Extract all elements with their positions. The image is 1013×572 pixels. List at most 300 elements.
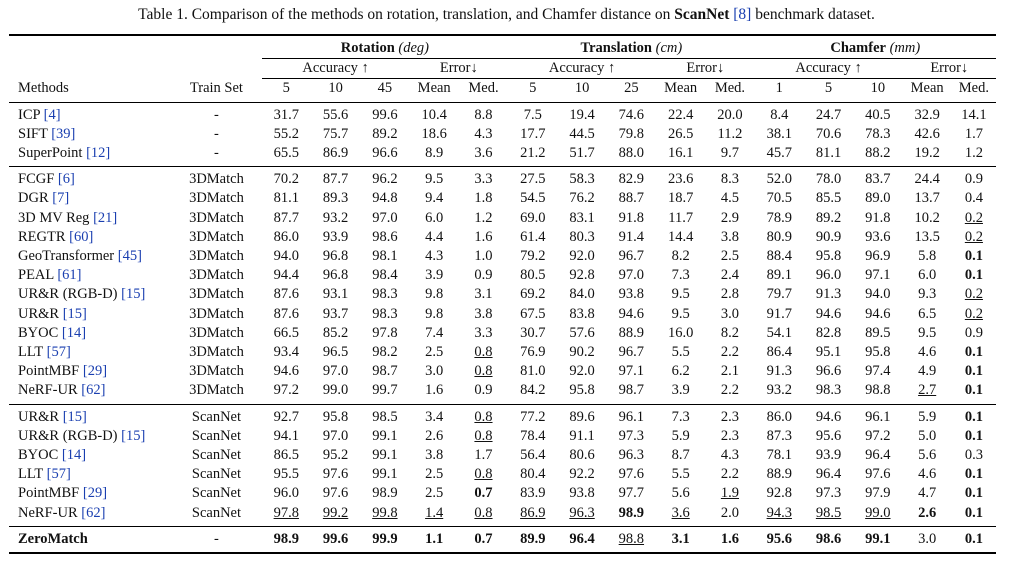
- method-name: FCGF [6]: [9, 167, 171, 190]
- value-cell: 18.7: [667, 190, 694, 207]
- value-cell: 95.8: [569, 382, 595, 399]
- value-cell: 92.2: [569, 466, 595, 483]
- value-cell: 32.9: [903, 102, 952, 125]
- train-set: -: [171, 526, 261, 553]
- value-cell: 79.8: [618, 125, 645, 142]
- value-cell: 83.1: [569, 209, 595, 226]
- value-cell: 4.6: [918, 344, 937, 361]
- value-cell: 99.1: [372, 427, 398, 444]
- citation-link[interactable]: [14]: [61, 324, 87, 341]
- value-cell: 89.5: [865, 324, 891, 341]
- train-set: ScanNet: [191, 485, 242, 502]
- value-cell: 98.9: [262, 526, 311, 553]
- value-cell: 97.2: [865, 427, 891, 444]
- value-cell: 3.0: [903, 526, 952, 553]
- value-cell: 2.8: [720, 286, 740, 303]
- value-cell: 0.1: [964, 267, 983, 284]
- value-cell: 4.3: [720, 447, 740, 464]
- header-row-columns: [9, 79, 996, 102]
- value-cell: 1.2: [964, 145, 983, 162]
- value-cell: 96.4: [815, 466, 842, 483]
- value-cell: 3.6: [671, 504, 690, 521]
- value-cell: 8.2: [720, 324, 740, 341]
- value-cell: 2.3: [720, 427, 740, 444]
- value-cell: 80.5: [520, 267, 546, 284]
- value-cell: 97.7: [618, 485, 645, 502]
- value-cell: 89.1: [766, 267, 792, 284]
- value-cell: 91.1: [569, 427, 595, 444]
- value-cell: 94.6: [618, 305, 645, 322]
- value-cell: 20.0: [705, 102, 754, 125]
- value-cell: 0.1: [964, 427, 983, 444]
- value-cell: 95.6: [755, 526, 804, 553]
- table-row: [9, 526, 996, 553]
- value-cell: 0.8: [474, 466, 493, 483]
- value-cell: 97.3: [815, 485, 842, 502]
- value-cell: 98.9: [618, 504, 645, 521]
- value-cell: 3.8: [720, 228, 740, 245]
- value-cell: 98.4: [372, 267, 398, 284]
- table-row: [9, 362, 996, 381]
- value-cell: 0.8: [474, 363, 493, 380]
- method-name: BYOC [14]: [18, 324, 87, 341]
- value-cell: 2.6: [918, 504, 937, 521]
- value-cell: 0.1: [964, 248, 983, 265]
- value-cell: 97.6: [322, 466, 349, 483]
- citation-link[interactable]: [4]: [43, 106, 61, 123]
- value-cell: 96.8: [322, 267, 349, 284]
- train-set: ScanNet: [191, 447, 242, 464]
- value-cell: 6.0: [918, 267, 937, 284]
- train-set: -: [214, 145, 219, 162]
- value-cell: 7.4: [425, 324, 444, 341]
- value-cell: 99.8: [372, 504, 398, 521]
- value-cell: 94.6: [865, 305, 891, 322]
- value-cell: 4.9: [918, 363, 937, 380]
- value-cell: 1.0: [474, 248, 493, 265]
- col-header: Med.: [714, 80, 746, 97]
- value-cell: 82.9: [607, 167, 656, 190]
- value-cell: 96.6: [372, 145, 398, 162]
- col-header: 10: [574, 80, 590, 97]
- method-name: ICP [4]: [9, 102, 171, 125]
- value-cell: 4.6: [918, 466, 937, 483]
- value-cell: 99.2: [322, 504, 349, 521]
- value-cell: 78.3: [865, 125, 891, 142]
- value-cell: 19.4: [557, 102, 606, 125]
- value-cell: 0.8: [474, 427, 493, 444]
- value-cell: 99.1: [853, 526, 902, 553]
- value-cell: 3.1: [474, 286, 493, 303]
- value-cell: 97.8: [273, 504, 299, 521]
- citation-link[interactable]: [15]: [121, 427, 146, 444]
- value-cell: 99.6: [311, 526, 360, 553]
- value-cell: 5.6: [918, 447, 937, 464]
- value-cell: 98.2: [372, 344, 398, 361]
- value-cell: 45.7: [766, 145, 792, 162]
- value-cell: 97.9: [865, 485, 891, 502]
- value-cell: 3.1: [656, 526, 705, 553]
- value-cell: 84.0: [569, 286, 595, 303]
- method-name: UR&R [15]: [18, 305, 87, 322]
- train-set: 3DMatch: [189, 228, 244, 245]
- train-set: 3DMatch: [189, 190, 244, 207]
- value-cell: 96.3: [569, 504, 595, 521]
- citation-link[interactable]: [12]: [86, 145, 111, 162]
- value-cell: 98.6: [804, 526, 853, 553]
- value-cell: 5.5: [671, 466, 690, 483]
- col-header: Mean: [664, 80, 698, 97]
- citation-link[interactable]: [60]: [69, 228, 94, 245]
- method-name: SIFT [39]: [18, 125, 76, 142]
- value-cell: 61.4: [520, 228, 546, 245]
- value-cell: 94.4: [273, 267, 299, 284]
- method-name: BYOC [14]: [18, 447, 87, 464]
- value-cell: 80.6: [569, 447, 595, 464]
- col-header: 10: [870, 80, 886, 97]
- col-header: 5: [282, 80, 290, 97]
- value-cell: 94.0: [865, 286, 891, 303]
- citation-link[interactable]: [57]: [46, 344, 71, 361]
- value-cell: 79.7: [766, 286, 792, 303]
- value-cell: 81.1: [273, 190, 299, 207]
- value-cell: 97.6: [865, 466, 891, 483]
- value-cell: 9.5: [671, 286, 690, 303]
- citation-link[interactable]: [14]: [61, 447, 87, 464]
- value-cell: 80.9: [766, 228, 792, 245]
- value-cell: 93.4: [273, 344, 299, 361]
- value-cell: 93.2: [322, 209, 349, 226]
- value-cell: 94.8: [372, 190, 398, 207]
- value-cell: 96.4: [865, 447, 891, 464]
- trans-accuracy-header: Accuracy ↑: [508, 59, 656, 79]
- train-set: 3DMatch: [189, 209, 244, 226]
- value-cell: 18.6: [421, 125, 447, 142]
- chamfer-header: Chamfer (mm): [755, 35, 996, 59]
- value-cell: 91.7: [766, 305, 792, 322]
- value-cell: 16.0: [667, 324, 694, 341]
- table-caption: [0, 6, 1013, 24]
- caption-cite[interactable]: [8]: [733, 6, 752, 23]
- value-cell: 0.1: [964, 363, 983, 380]
- table-row: [9, 404, 996, 427]
- citation-link[interactable]: [61]: [57, 267, 82, 284]
- value-cell: 0.3: [964, 447, 983, 464]
- results-table: [9, 34, 996, 554]
- table-row: [9, 247, 996, 266]
- value-cell: 8.7: [671, 447, 690, 464]
- value-cell: 98.5: [815, 504, 842, 521]
- value-cell: 99.1: [372, 447, 398, 464]
- value-cell: 93.7: [322, 305, 349, 322]
- value-cell: 5.0: [918, 427, 937, 444]
- rotation-header: Rotation (deg): [262, 35, 508, 59]
- value-cell: 14.1: [952, 102, 996, 125]
- value-cell: 3.0: [720, 305, 740, 322]
- col-header: 25: [624, 80, 639, 97]
- value-cell: 9.5: [918, 324, 937, 341]
- table-row: [9, 228, 996, 247]
- value-cell: 98.5: [360, 404, 409, 427]
- value-cell: 98.8: [607, 526, 656, 553]
- value-cell: 96.5: [322, 344, 349, 361]
- table-row: [9, 324, 996, 343]
- value-cell: 86.9: [520, 504, 546, 521]
- value-cell: 22.4: [656, 102, 705, 125]
- value-cell: 97.6: [618, 466, 645, 483]
- citation-link[interactable]: [15]: [121, 286, 146, 303]
- value-cell: 99.6: [360, 102, 409, 125]
- value-cell: 98.3: [372, 305, 398, 322]
- value-cell: 0.7: [459, 526, 508, 553]
- value-cell: 86.0: [273, 228, 299, 245]
- value-cell: 2.0: [720, 504, 740, 521]
- value-cell: 1.2: [474, 209, 493, 226]
- method-name: UR&R [15]: [9, 404, 171, 427]
- value-cell: 0.8: [474, 504, 493, 521]
- value-cell: 6.0: [425, 209, 444, 226]
- value-cell: 88.7: [618, 190, 645, 207]
- table-row: [9, 102, 996, 125]
- method-name: PointMBF [29]: [18, 485, 108, 502]
- value-cell: 0.1: [964, 382, 983, 399]
- value-cell: 65.5: [273, 145, 299, 162]
- value-cell: 96.7: [618, 344, 645, 361]
- value-cell: 1.1: [410, 526, 459, 553]
- value-cell: 81.1: [815, 145, 842, 162]
- value-cell: 96.0: [815, 267, 842, 284]
- value-cell: 2.7: [918, 382, 937, 399]
- value-cell: 91.8: [865, 209, 891, 226]
- value-cell: 85.5: [815, 190, 842, 207]
- value-cell: 99.0: [322, 382, 349, 399]
- value-cell: 9.5: [671, 305, 690, 322]
- value-cell: 88.4: [766, 248, 792, 265]
- value-cell: 3.3: [459, 167, 508, 190]
- value-cell: 8.9: [425, 145, 444, 162]
- value-cell: 0.1: [964, 485, 983, 502]
- value-cell: 94.0: [273, 248, 299, 265]
- value-cell: 42.6: [914, 125, 940, 142]
- value-cell: 69.0: [520, 209, 546, 226]
- value-cell: 52.0: [755, 167, 804, 190]
- value-cell: 8.4: [755, 102, 804, 125]
- value-cell: 54.5: [520, 190, 546, 207]
- col-header: Med.: [468, 80, 499, 97]
- value-cell: 57.6: [569, 324, 595, 341]
- value-cell: 44.5: [569, 125, 595, 142]
- value-cell: 0.2: [964, 305, 983, 322]
- value-cell: 3.9: [671, 382, 690, 399]
- citation-link[interactable]: [6]: [57, 171, 75, 188]
- value-cell: 3.9: [425, 267, 444, 284]
- value-cell: 4.3: [425, 248, 444, 265]
- value-cell: 9.5: [410, 167, 459, 190]
- method-name: 3D MV Reg [21]: [18, 209, 118, 226]
- value-cell: 5.6: [671, 485, 690, 502]
- citation-link[interactable]: [62]: [81, 504, 106, 521]
- citation-link[interactable]: [7]: [52, 190, 70, 207]
- value-cell: 75.7: [322, 125, 349, 142]
- value-cell: 26.5: [667, 125, 694, 142]
- train-set: 3DMatch: [171, 167, 261, 190]
- value-cell: 89.9: [508, 526, 557, 553]
- value-cell: 6.2: [671, 363, 690, 380]
- citation-link[interactable]: [29]: [82, 485, 108, 502]
- value-cell: 87.6: [273, 286, 299, 303]
- value-cell: 95.1: [815, 344, 842, 361]
- value-cell: 99.0: [865, 504, 891, 521]
- value-cell: 77.2: [508, 404, 557, 427]
- caption-prefix: Table 1. Comparison of the methods on rotation, translation, and Chamfer distance on: [138, 6, 671, 23]
- value-cell: 2.3: [705, 404, 754, 427]
- value-cell: 97.2: [273, 382, 299, 399]
- value-cell: 89.3: [322, 190, 349, 207]
- value-cell: 86.4: [766, 344, 792, 361]
- train-set: ScanNet: [191, 504, 242, 521]
- value-cell: 2.5: [425, 344, 444, 361]
- col-header: 5: [529, 80, 537, 97]
- value-cell: 92.7: [262, 404, 311, 427]
- table-row: [9, 427, 996, 446]
- value-cell: 5.9: [671, 427, 690, 444]
- value-cell: 13.5: [914, 228, 940, 245]
- value-cell: 40.5: [853, 102, 902, 125]
- value-cell: 84.2: [520, 382, 546, 399]
- value-cell: 17.7: [520, 125, 546, 142]
- value-cell: 5.9: [903, 404, 952, 427]
- table-row: [9, 343, 996, 362]
- value-cell: 55.6: [311, 102, 360, 125]
- value-cell: 70.6: [815, 125, 842, 142]
- value-cell: 70.5: [766, 190, 792, 207]
- value-cell: 21.2: [520, 145, 546, 162]
- value-cell: 89.6: [557, 404, 606, 427]
- value-cell: 92.8: [569, 267, 595, 284]
- table-row: [9, 144, 996, 167]
- citation-link[interactable]: [62]: [81, 382, 106, 399]
- citation-link[interactable]: [29]: [82, 363, 108, 380]
- value-cell: 0.2: [964, 286, 983, 303]
- value-cell: 9.4: [425, 190, 444, 207]
- value-cell: 90.9: [815, 228, 842, 245]
- trans-error-header: Error↓: [656, 59, 755, 79]
- value-cell: 95.8: [311, 404, 360, 427]
- value-cell: 98.7: [372, 363, 398, 380]
- value-cell: 2.9: [720, 209, 740, 226]
- col-header: 10: [328, 80, 343, 97]
- value-cell: 55.2: [273, 125, 299, 142]
- value-cell: 97.0: [322, 363, 349, 380]
- value-cell: 2.2: [720, 382, 740, 399]
- value-cell: 10.4: [410, 102, 459, 125]
- value-cell: 0.2: [964, 209, 983, 226]
- value-cell: 99.1: [372, 466, 398, 483]
- cham-error-header: Error↓: [903, 59, 997, 79]
- value-cell: 23.6: [656, 167, 705, 190]
- value-cell: 24.4: [903, 167, 952, 190]
- value-cell: 0.9: [964, 324, 983, 341]
- value-cell: 2.1: [720, 363, 740, 380]
- citation-link[interactable]: [21]: [93, 209, 118, 226]
- method-name: NeRF-UR [62]: [18, 504, 106, 521]
- train-set: -: [171, 102, 261, 125]
- value-cell: 5.8: [918, 248, 937, 265]
- table-row: [9, 504, 996, 527]
- citation-link[interactable]: [15]: [62, 408, 87, 425]
- method-name: PointMBF [29]: [18, 363, 108, 380]
- value-cell: 56.4: [520, 447, 546, 464]
- value-cell: 0.1: [964, 344, 983, 361]
- value-cell: 98.9: [372, 485, 398, 502]
- value-cell: 95.8: [815, 248, 842, 265]
- citation-link[interactable]: [45]: [117, 248, 142, 265]
- citation-link[interactable]: [15]: [62, 305, 87, 322]
- train-set: 3DMatch: [189, 324, 244, 341]
- train-set: 3DMatch: [189, 363, 244, 380]
- value-cell: 89.2: [372, 125, 398, 142]
- cham-accuracy-header: Accuracy ↑: [755, 59, 903, 79]
- train-set: ScanNet: [191, 466, 242, 483]
- value-cell: 78.9: [766, 209, 792, 226]
- value-cell: 96.4: [557, 526, 606, 553]
- train-set: 3DMatch: [189, 286, 244, 303]
- value-cell: 78.1: [766, 447, 792, 464]
- value-cell: 93.1: [322, 286, 349, 303]
- value-cell: 3.3: [474, 324, 493, 341]
- value-cell: 96.6: [815, 363, 842, 380]
- value-cell: 94.1: [273, 427, 299, 444]
- value-cell: 96.1: [853, 404, 902, 427]
- citation-link[interactable]: [39]: [51, 125, 76, 142]
- value-cell: 7.3: [671, 267, 690, 284]
- method-name: UR&R (RGB-D) [15]: [18, 286, 146, 303]
- value-cell: 1.6: [425, 382, 444, 399]
- value-cell: 99.9: [360, 526, 409, 553]
- col-header: Med.: [958, 80, 989, 97]
- value-cell: 9.8: [425, 286, 444, 303]
- value-cell: 3.6: [474, 145, 493, 162]
- value-cell: 27.5: [508, 167, 557, 190]
- value-cell: 16.1: [667, 145, 694, 162]
- value-cell: 87.3: [766, 427, 792, 444]
- value-cell: 97.1: [865, 267, 891, 284]
- value-cell: 89.2: [815, 209, 842, 226]
- method-name: NeRF-UR [62]: [18, 382, 106, 399]
- value-cell: 3.8: [474, 305, 493, 322]
- table-row: [9, 125, 996, 144]
- train-set: 3DMatch: [189, 305, 244, 322]
- method-name: REGTR [60]: [18, 228, 94, 245]
- value-cell: 96.9: [865, 248, 891, 265]
- value-cell: 87.7: [273, 209, 299, 226]
- value-cell: 93.8: [618, 286, 645, 303]
- value-cell: 98.8: [865, 382, 891, 399]
- train-set: 3DMatch: [189, 382, 244, 399]
- value-cell: 98.7: [618, 382, 645, 399]
- value-cell: 4.7: [918, 485, 937, 502]
- value-cell: 85.2: [322, 324, 349, 341]
- value-cell: 1.6: [474, 228, 493, 245]
- train-set: 3DMatch: [189, 267, 244, 284]
- value-cell: 82.8: [815, 324, 842, 341]
- table-body: [9, 102, 996, 553]
- value-cell: 97.4: [865, 363, 891, 380]
- value-cell: 1.9: [720, 485, 740, 502]
- value-cell: 8.8: [459, 102, 508, 125]
- value-cell: 88.9: [618, 324, 645, 341]
- citation-link[interactable]: [57]: [46, 466, 71, 483]
